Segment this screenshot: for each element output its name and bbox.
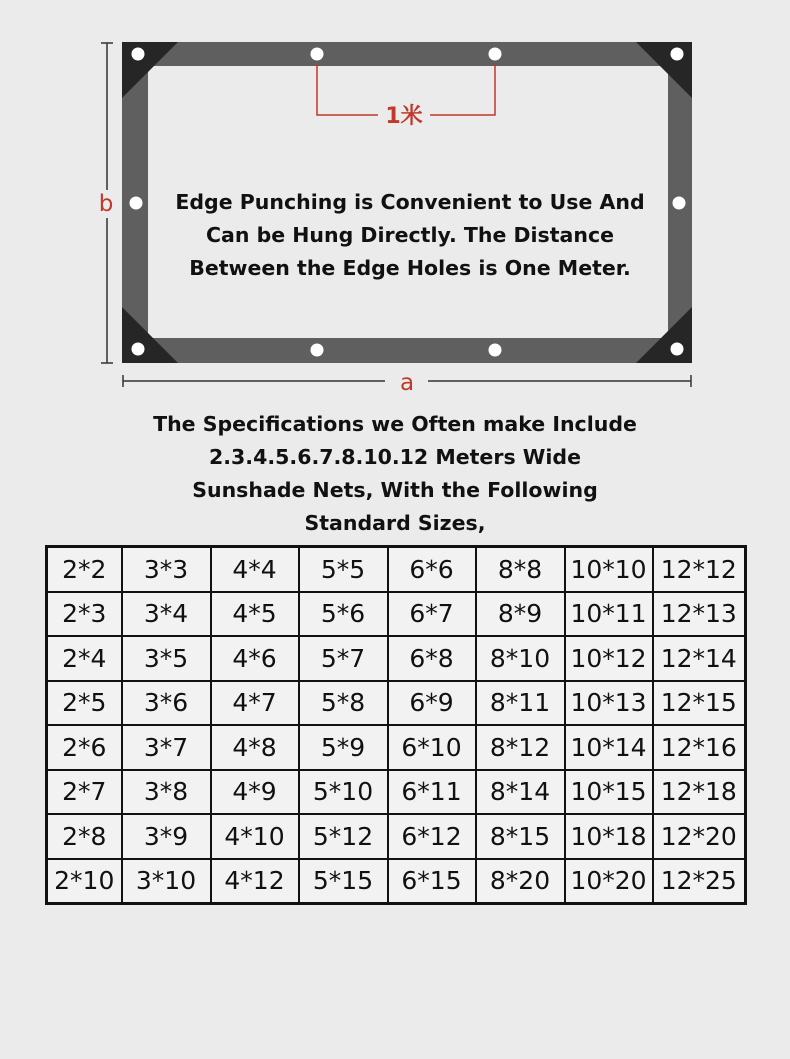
table-row [47,592,746,637]
grommet-hole [130,197,143,210]
size-cell: 3*9 [122,814,211,859]
size-cell: 5*9 [299,725,388,770]
size-cell: 3*5 [122,636,211,681]
size-cell: 4*5 [211,592,299,637]
specs-line: Sunshade Nets, With the Following [192,478,598,502]
grommet-hole [311,344,324,357]
size-cell: 8*11 [476,681,565,726]
size-cell: 12*25 [653,859,746,904]
size-cell: 2*10 [47,859,122,904]
size-cell: 3*6 [122,681,211,726]
size-cell: 8*10 [476,636,565,681]
size-cell: 8*20 [476,859,565,904]
size-cell: 2*5 [47,681,122,726]
size-cell: 4*7 [211,681,299,726]
size-cell: 10*14 [565,725,653,770]
size-cell: 2*7 [47,770,122,815]
size-cell: 5*10 [299,770,388,815]
size-cell: 3*4 [122,592,211,637]
size-cell: 8*15 [476,814,565,859]
specifications-heading [95,408,695,540]
grommet-hole [673,197,686,210]
size-cell: 4*6 [211,636,299,681]
size-cell: 10*15 [565,770,653,815]
size-cell: 12*12 [653,547,746,592]
size-cell: 4*10 [211,814,299,859]
specs-line: Standard Sizes, [304,511,486,535]
size-cell: 8*12 [476,725,565,770]
grommet-hole [489,48,502,61]
size-cell: 10*11 [565,592,653,637]
table-row [47,681,746,726]
size-cell: 5*12 [299,814,388,859]
size-cell: 3*7 [122,725,211,770]
size-cell: 12*16 [653,725,746,770]
specs-line: The Specifications we Often make Include [153,412,637,436]
size-cell: 4*12 [211,859,299,904]
size-cell: 12*15 [653,681,746,726]
size-cell: 8*9 [476,592,565,637]
note-line: Between the Edge Holes is One Meter. [189,256,631,280]
size-cell: 2*3 [47,592,122,637]
size-cell: 6*9 [388,681,476,726]
size-cell: 5*5 [299,547,388,592]
size-cell: 10*12 [565,636,653,681]
size-cell: 6*11 [388,770,476,815]
size-cell: 6*10 [388,725,476,770]
grommet-hole [311,48,324,61]
grommet-hole [489,344,502,357]
standard-sizes-table [45,545,747,905]
size-cell: 6*8 [388,636,476,681]
size-cell: 4*9 [211,770,299,815]
size-cell: 3*3 [122,547,211,592]
size-cell: 10*13 [565,681,653,726]
note-line: Can be Hung Directly. The Distance [205,223,615,247]
size-cell: 12*20 [653,814,746,859]
size-cell: 12*13 [653,592,746,637]
table-row [47,770,746,815]
size-cell: 6*6 [388,547,476,592]
edge-hole-note [150,186,670,285]
size-cell: 4*8 [211,725,299,770]
grommet-hole [671,48,684,61]
height-label: b [98,191,114,217]
size-cell: 2*4 [47,636,122,681]
size-cell: 6*15 [388,859,476,904]
size-cell: 8*14 [476,770,565,815]
size-cell: 10*20 [565,859,653,904]
size-cell: 12*18 [653,770,746,815]
size-cell: 6*7 [388,592,476,637]
size-cell: 2*6 [47,725,122,770]
specs-line: 2.3.4.5.6.7.8.10.12 Meters Wide [208,445,581,469]
note-line: Edge Punching is Convenient to Use And [175,190,645,214]
grommet-hole [132,343,145,356]
grommet-hole [671,343,684,356]
size-cell: 6*12 [388,814,476,859]
size-cell: 2*8 [47,814,122,859]
size-cell: 10*18 [565,814,653,859]
table-row [47,636,746,681]
size-cell: 3*8 [122,770,211,815]
size-cell: 5*15 [299,859,388,904]
size-cell: 3*10 [122,859,211,904]
size-cell: 8*8 [476,547,565,592]
size-cell: 5*7 [299,636,388,681]
size-cell: 2*2 [47,547,122,592]
size-cell: 4*4 [211,547,299,592]
table-row [47,814,746,859]
width-label: a [399,370,415,396]
size-cell: 5*6 [299,592,388,637]
table-row [47,547,746,592]
table-row [47,859,746,904]
table-row [47,725,746,770]
size-cell: 10*10 [565,547,653,592]
spacing-label: 1米 [385,104,423,129]
size-cell: 5*8 [299,681,388,726]
size-cell: 12*14 [653,636,746,681]
grommet-hole [132,48,145,61]
